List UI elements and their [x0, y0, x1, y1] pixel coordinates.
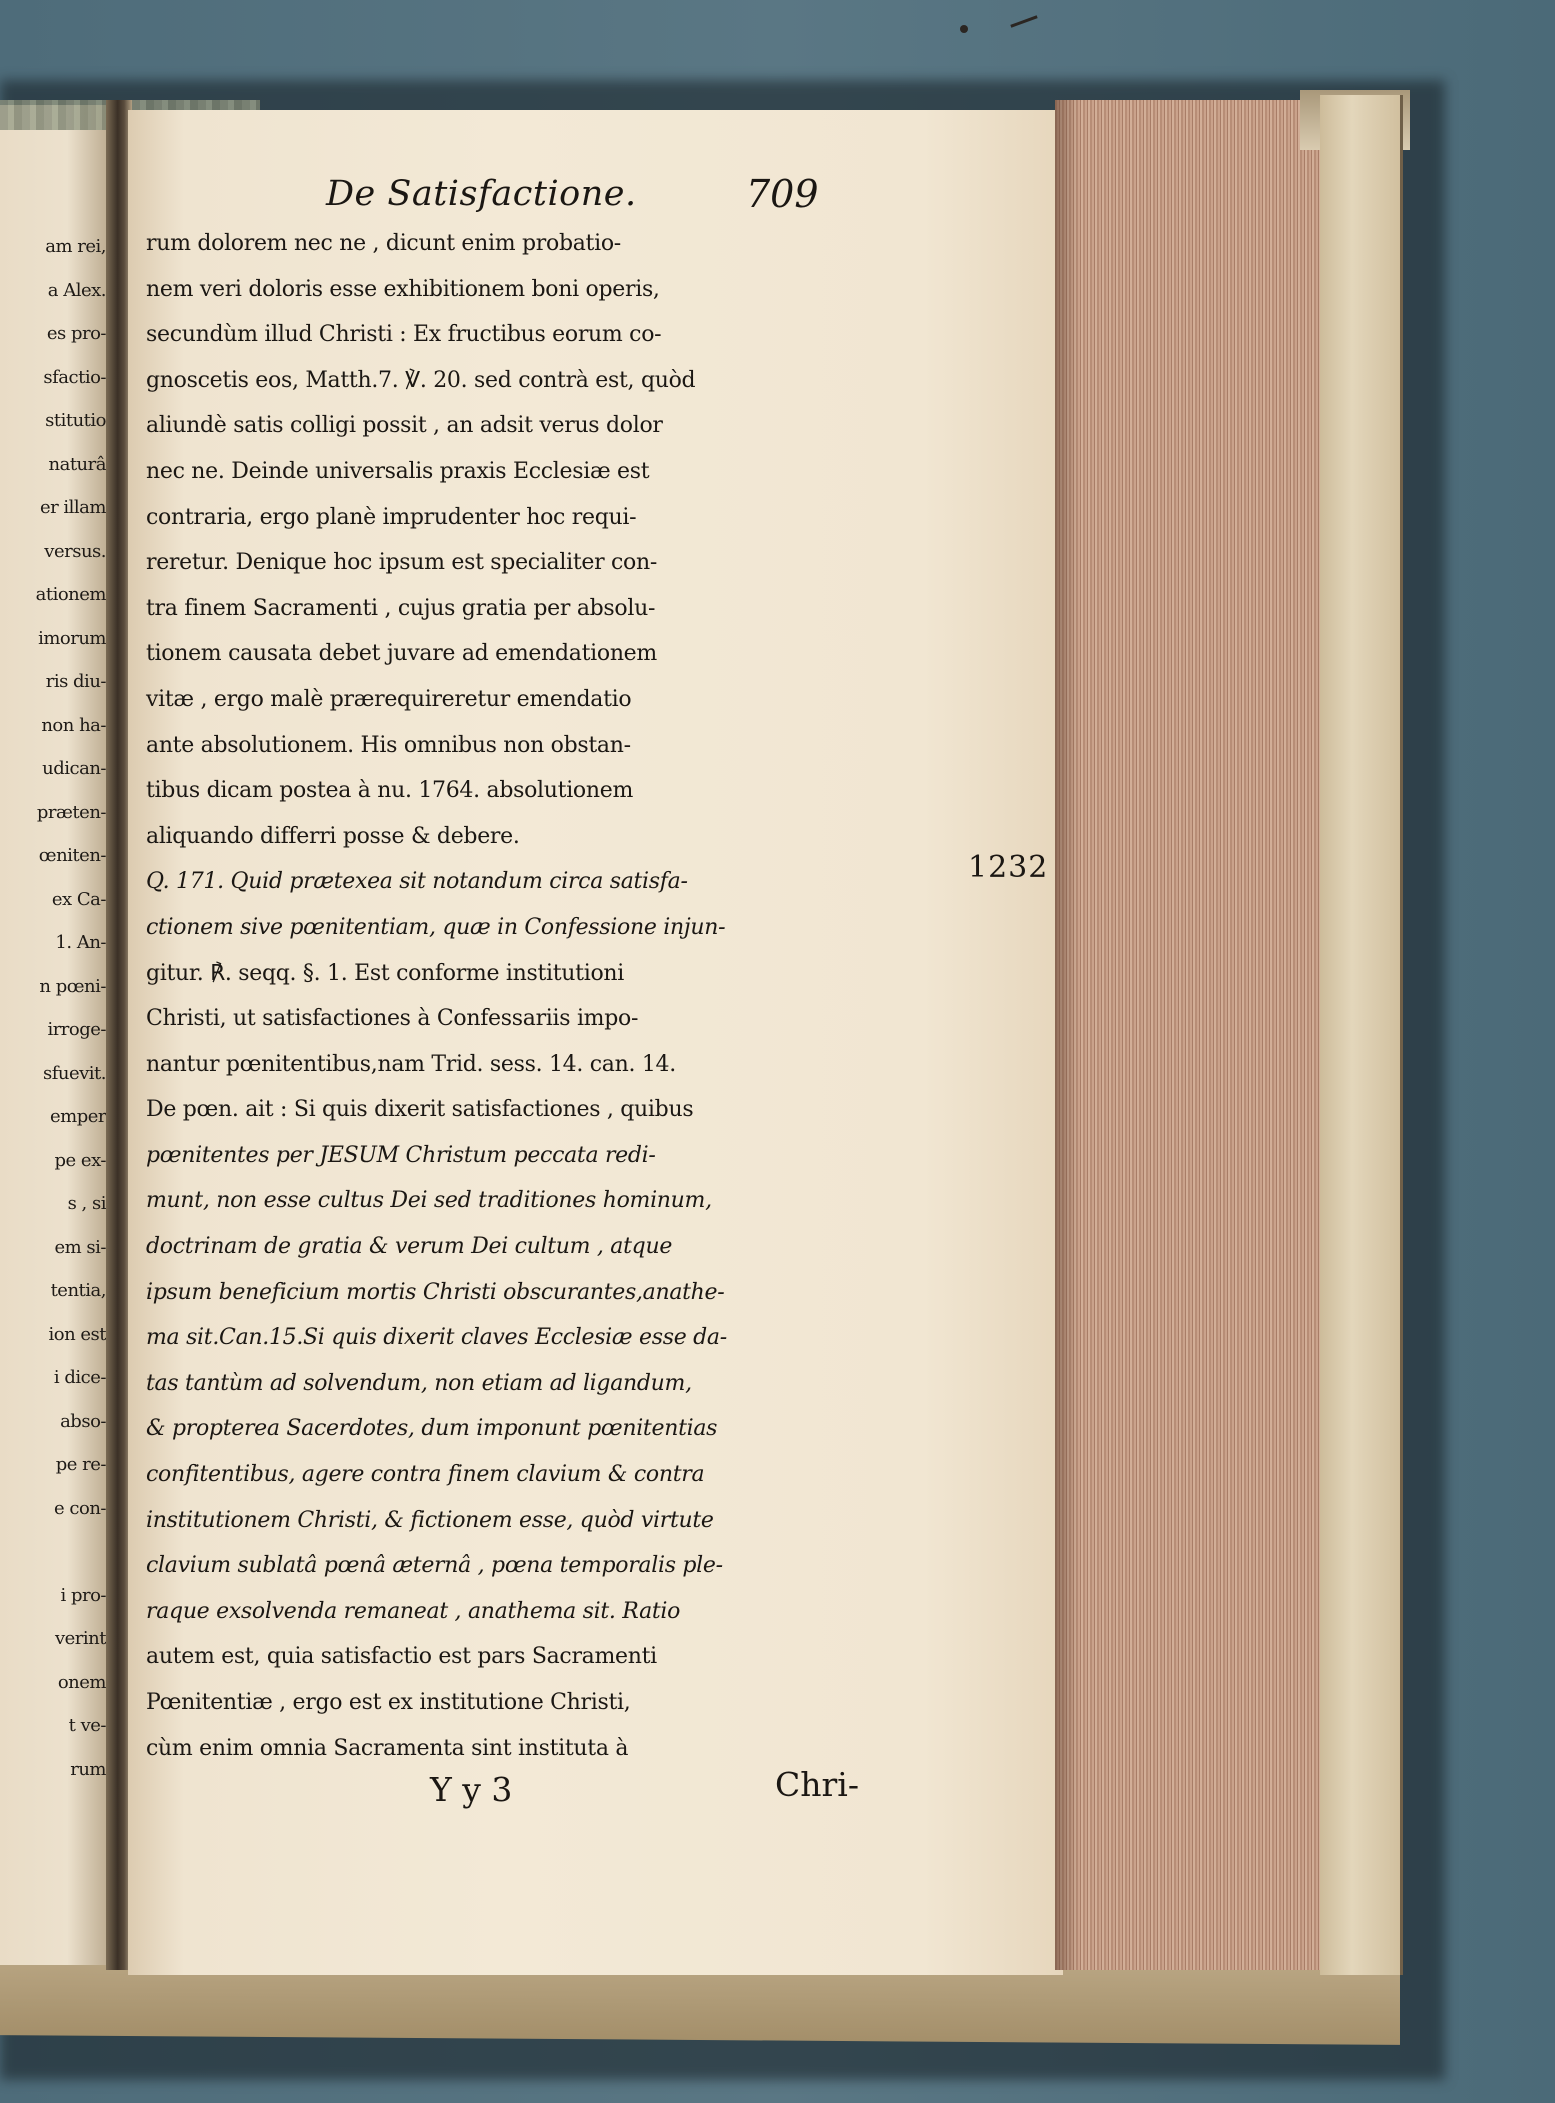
left-page-line: œniten-: [38, 845, 106, 866]
left-page-line: irroge-: [47, 1019, 106, 1040]
left-page-line: tentia,: [50, 1280, 106, 1301]
text-line: ma sit.Can.15.Si quis dixerit claves Ecclesiæ esse da-: [146, 1325, 727, 1351]
left-page-line: es pro-: [46, 323, 106, 344]
text-line: confitentibus, agere contra finem clavium & contra: [146, 1462, 705, 1488]
body-text: [146, 221, 946, 1771]
left-page-line: 1. An-: [55, 932, 106, 953]
left-page-line: n pœni-: [39, 975, 106, 997]
text-line: raque exsolvenda remaneat , anathema sit. Ratio: [146, 1598, 681, 1624]
text-line: contraria, ergo planè imprudenter hoc requi-: [146, 504, 637, 530]
text-line: institutionem Christi, & fictionem esse, quòd virtute: [146, 1507, 714, 1533]
text-line: munt, non esse cultus Dei sed traditiones hominum,: [146, 1188, 712, 1214]
left-page-line: emper: [50, 1106, 106, 1127]
left-page-line: s , si: [67, 1193, 106, 1214]
left-page-line: ris diu-: [45, 671, 106, 692]
text-line: De pœn. ait : Si quis dixerit satisfactiones , quibus: [146, 1097, 694, 1123]
text-line: vitæ , ergo malè prærequireretur emendatio: [146, 686, 632, 712]
text-line: ipsum beneficium mortis Christi obscurantes,anathe-: [146, 1279, 725, 1305]
left-page-line: stitutio: [45, 410, 106, 431]
left-page-line: i pro-: [60, 1584, 106, 1606]
text-line: clavium sublatâ pœnâ æternâ , pœna temporalis ple-: [146, 1553, 723, 1579]
left-page-line: verint: [54, 1628, 106, 1649]
text-line: nantur pœnitentibus,nam Trid. sess. 14. can. 14.: [146, 1051, 676, 1077]
text-line: tibus dicam postea à nu. 1764. absolutionem: [146, 778, 634, 804]
text-line: tas tantùm ad solvendum, non etiam ad ligandum,: [146, 1370, 692, 1396]
text-line: rum dolorem nec ne , dicunt enim probatio-: [146, 231, 621, 256]
text-line: ctionem sive pœnitentiam, quæ in Confessione injun-: [146, 914, 726, 940]
page-fore-edge-shadow: [1055, 100, 1079, 1970]
left-page-line: naturâ: [48, 453, 106, 475]
running-head: [146, 174, 876, 224]
left-page-line: imorum: [38, 627, 106, 649]
margin-note-number: 1232: [968, 850, 1049, 885]
left-page-line: versus.: [44, 540, 106, 562]
left-page-line: pe re-: [55, 1454, 106, 1475]
text-line: & propterea Sacerdotes, dum imponunt pœnitentias: [146, 1416, 718, 1442]
left-page-line: abso-: [60, 1410, 106, 1432]
left-page-line: ationem: [35, 584, 106, 605]
text-line: nem veri doloris esse exhibitionem boni operis,: [146, 276, 660, 302]
running-head-title: De Satisfactione.: [326, 174, 637, 214]
book-cover-right: [1320, 95, 1403, 1975]
catchword: Chri-: [775, 1765, 859, 1804]
left-page-line: t ve-: [68, 1715, 106, 1736]
text-line: aliundè satis colligi possit , an adsit verus dolor: [146, 413, 663, 439]
text-line: Q. 171. Quid prætexea sit notandum circa satisfa-: [146, 869, 688, 895]
left-page-text: [0, 225, 110, 1791]
left-page-line: e con-: [54, 1497, 106, 1519]
cover-ink-mark: [960, 25, 968, 33]
left-page-line: præten-: [36, 801, 106, 823]
left-page-line: ex Ca-: [51, 888, 106, 910]
text-line: Pœnitentiæ , ergo est ex institutione Christi,: [146, 1690, 631, 1715]
left-page-line: sfactio-: [43, 366, 106, 388]
text-line: cùm enim omnia Sacramenta sint instituta à: [146, 1735, 629, 1761]
left-page-line: a Alex.: [47, 279, 106, 301]
left-page-line: non ha-: [41, 714, 106, 736]
signature-mark: Y y 3: [430, 1770, 513, 1809]
left-page-line: em si-: [54, 1236, 106, 1258]
text-line: reretur. Denique hoc ipsum est specialiter con-: [146, 550, 657, 576]
text-line: tra finem Sacramenti , cujus gratia per absolu-: [146, 595, 656, 621]
text-line: autem est, quia satisfactio est pars Sacramenti: [146, 1644, 657, 1670]
left-page-line: rum: [70, 1758, 106, 1780]
page-fore-edge: [1055, 100, 1335, 1970]
text-line: Christi, ut satisfactiones à Confessariis impo-: [146, 1006, 639, 1032]
left-page-line: [0, 1530, 110, 1574]
left-page-line: er illam: [39, 497, 106, 518]
text-line: gnoscetis eos, Matth.7. ℣. 20. sed contrà est, quòd: [146, 367, 696, 393]
text-line: pœnitentes per JESUM Christum peccata redi-: [146, 1142, 656, 1168]
left-page: [0, 105, 112, 1965]
left-page-line: udican-: [42, 758, 106, 779]
left-page-line: am rei,: [45, 236, 106, 257]
left-page-line: onem: [57, 1671, 106, 1693]
left-page-line: ion est: [48, 1323, 106, 1345]
text-line: secundùm illud Christi : Ex fructibus eorum co-: [146, 322, 662, 348]
text-line: ante absolutionem. His omnibus non obstan-: [146, 732, 631, 758]
page-number: 709: [746, 172, 819, 216]
left-page-line: i dice-: [53, 1367, 106, 1388]
left-page-line: sfuevit.: [42, 1062, 106, 1084]
text-line: doctrinam de gratia & verum Dei cultum , atque: [146, 1234, 673, 1260]
text-line: gitur. ℟. seqq. §. 1. Est conforme institutioni: [146, 960, 624, 986]
text-line: nec ne. Deinde universalis praxis Ecclesiæ est: [146, 458, 650, 484]
left-page-line: pe ex-: [54, 1149, 106, 1171]
text-line: aliquando differri posse & debere.: [146, 823, 520, 849]
text-line: tionem causata debet juvare ad emendationem: [146, 641, 657, 667]
